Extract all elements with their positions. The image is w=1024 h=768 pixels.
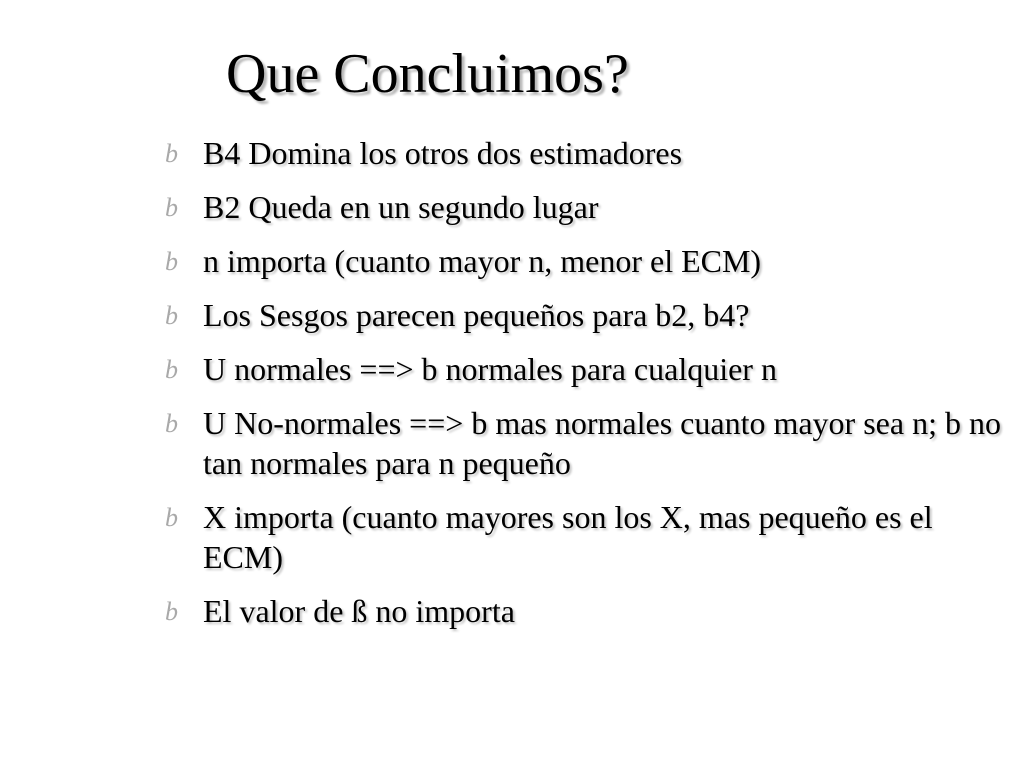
bullet-item xyxy=(165,591,1017,631)
bullet-text: B4 Domina los otros dos estimadores xyxy=(203,135,683,171)
bullet-icon: b xyxy=(165,247,178,276)
bullet-text: n importa (cuanto mayor n, menor el ECM) xyxy=(203,243,762,279)
bullet-text: El valor de ß no importa xyxy=(203,593,515,629)
bullet-item xyxy=(165,295,1017,335)
bullet-icon: b xyxy=(165,409,178,438)
bullet-text: X importa (cuanto mayores son los X, mas pequeño es el ECM) xyxy=(203,499,933,575)
bullet-item xyxy=(165,133,1017,173)
bullet-icon: b xyxy=(165,355,178,384)
bullet-icon: b xyxy=(165,597,178,626)
slide-title: Que Concluimos? xyxy=(226,43,629,105)
bullet-list xyxy=(165,133,1017,645)
bullet-icon: b xyxy=(165,503,178,532)
bullet-text: B2 Queda en un segundo lugar xyxy=(203,189,599,225)
bullet-item xyxy=(165,241,1017,281)
bullet-item xyxy=(165,403,1017,483)
bullet-icon: b xyxy=(165,139,178,168)
bullet-text: U normales ==> b normales para cualquier n xyxy=(203,351,777,387)
bullet-item xyxy=(165,349,1017,389)
bullet-icon: b xyxy=(165,193,178,222)
bullet-text: U No-normales ==> b mas normales cuanto mayor sea n; b no tan normales para n pequeño xyxy=(203,405,1001,481)
bullet-icon: b xyxy=(165,301,178,330)
bullet-item xyxy=(165,187,1017,227)
bullet-item xyxy=(165,497,1017,577)
bullet-text: Los Sesgos parecen pequeños para b2, b4? xyxy=(203,297,750,333)
